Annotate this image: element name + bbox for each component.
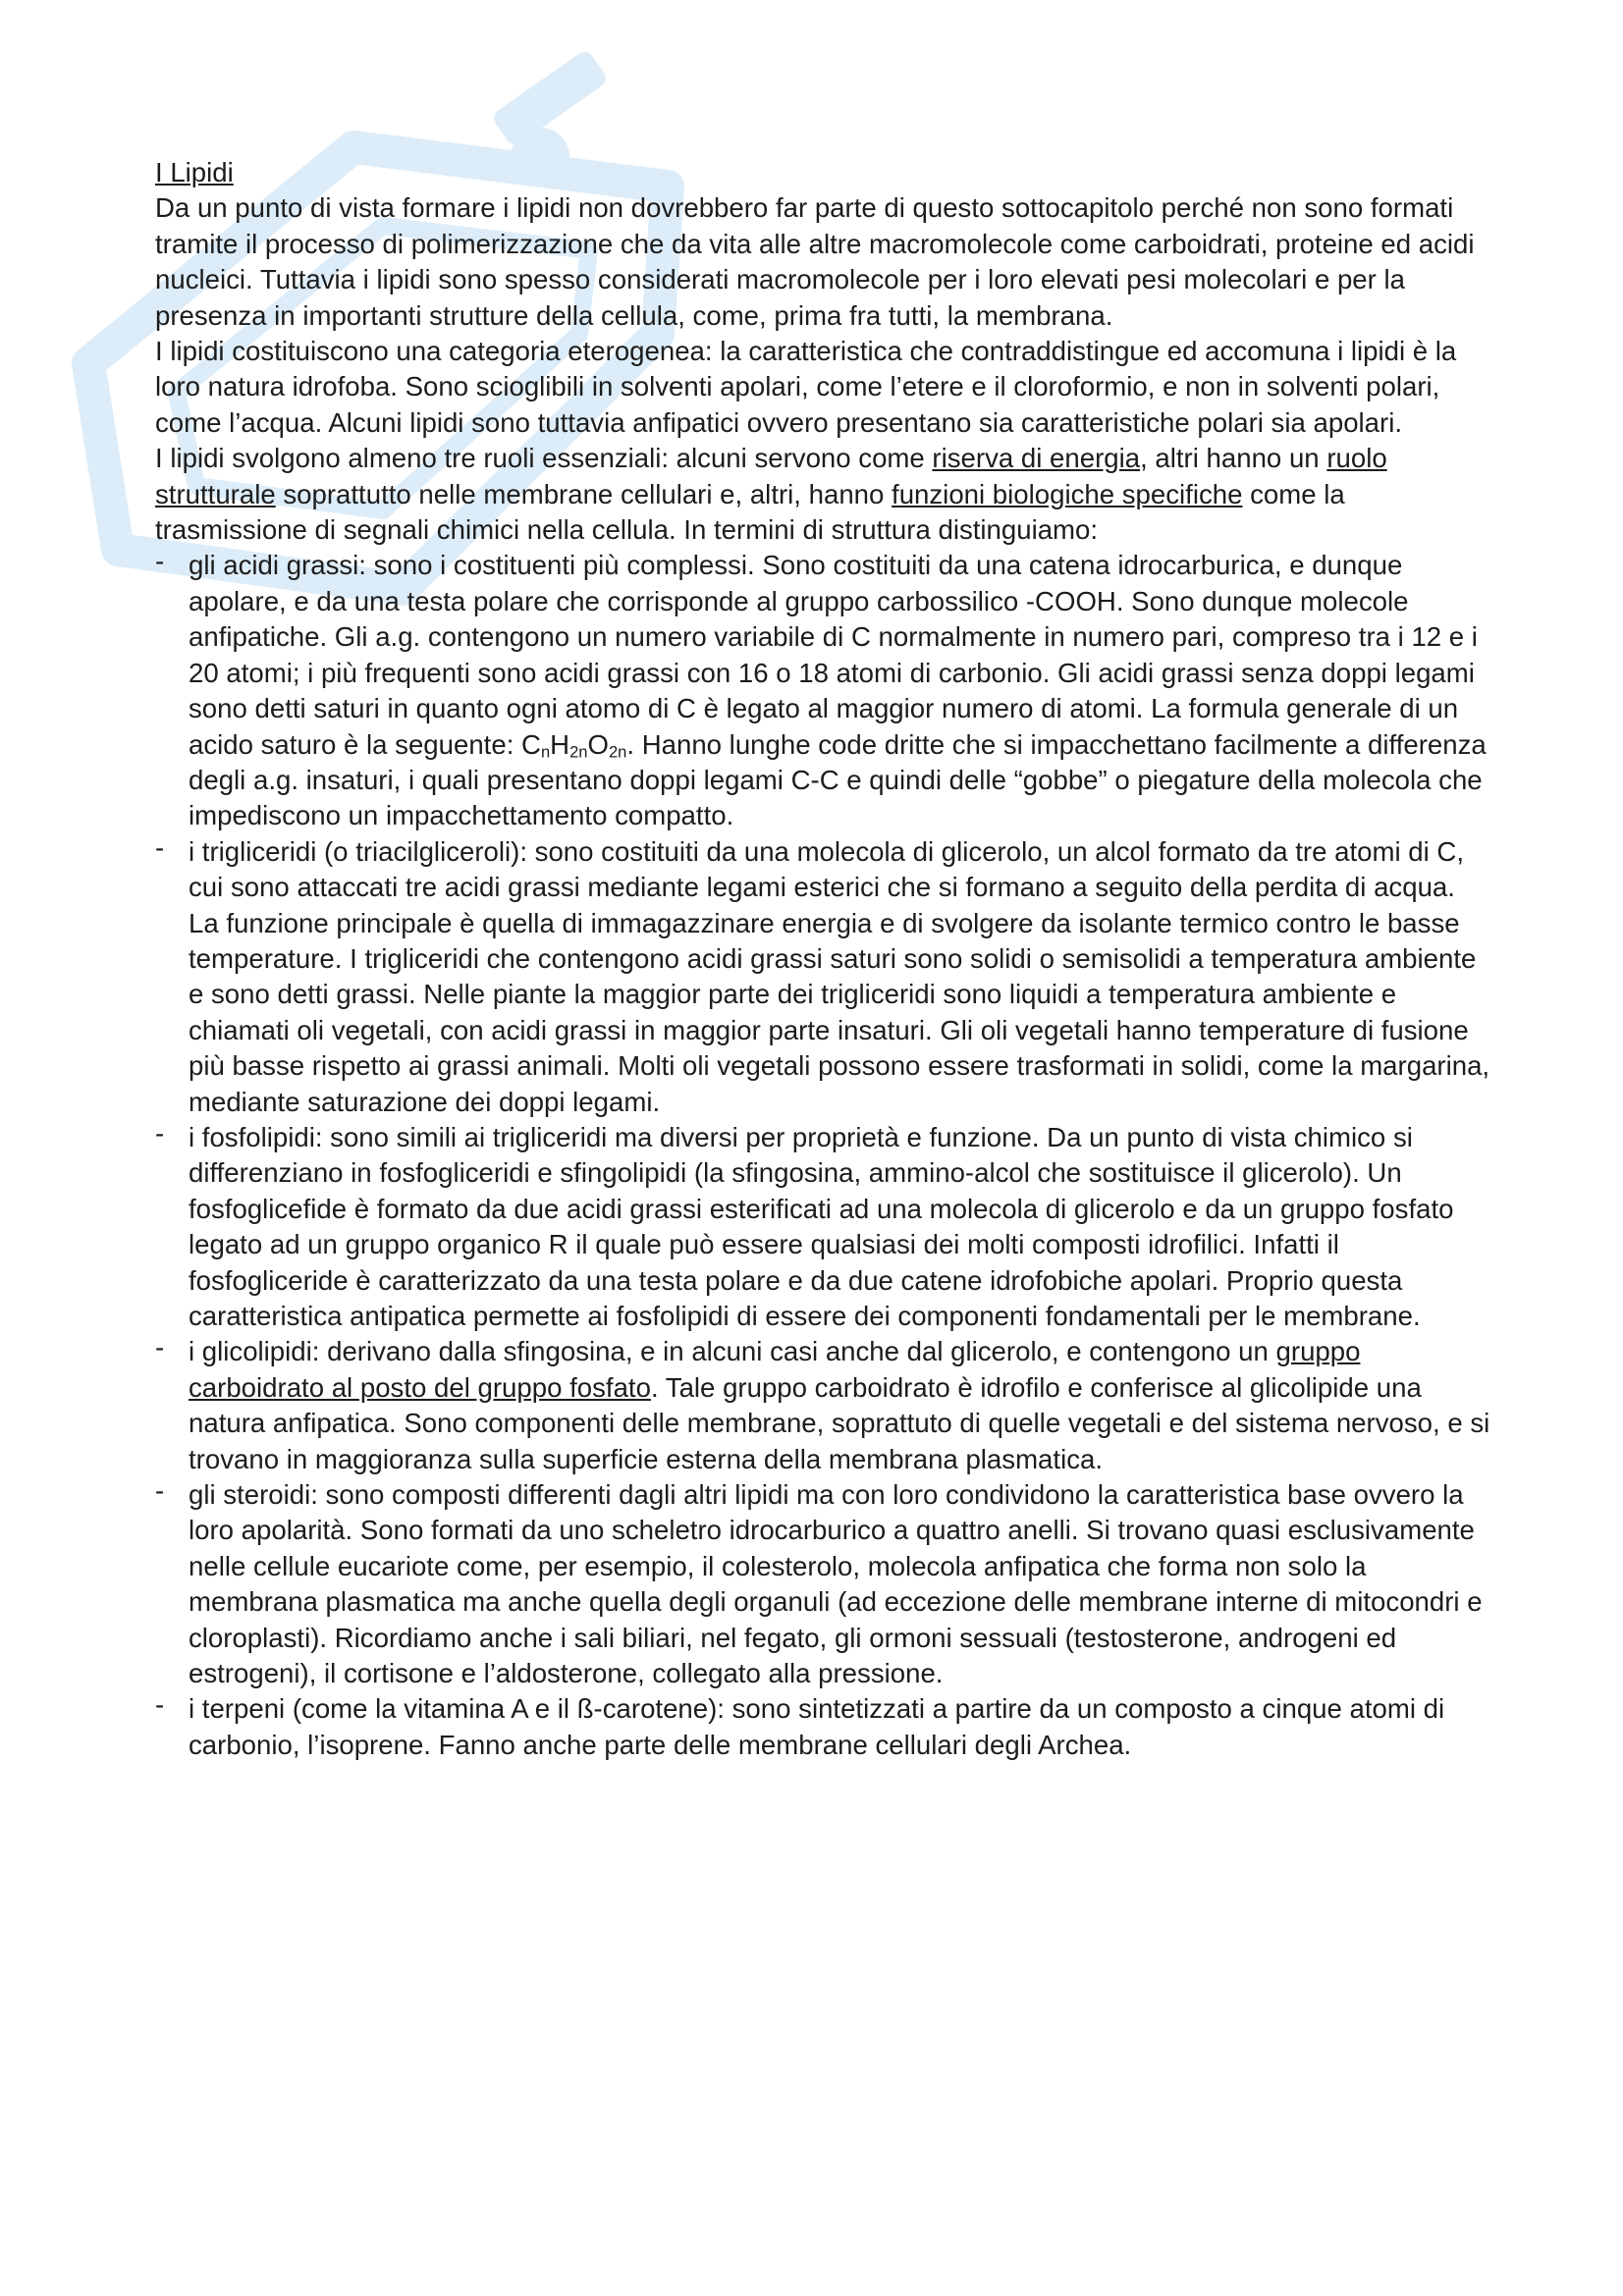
bullet-dash: -	[155, 1117, 165, 1148]
bullet-dash: -	[155, 1332, 165, 1363]
bullet-dash: -	[155, 546, 165, 577]
text-run: , altri hanno un	[1140, 443, 1327, 474]
text-run: i terpeni (come la vitamina A e il ß-carotene): sono sintetizzati a partire da un composto a cinque atomi di carbonio, l’isoprene. Fanno anche parte delle membrane cellulari degli Archea.	[189, 1693, 1445, 1760]
list-item-text	[189, 1479, 1483, 1688]
bullet-dash: -	[155, 1689, 165, 1721]
text-run: i trigliceridi (o triacilgliceroli): sono costituiti da una molecola di glicerolo, un alcol formato da tre atomi di C, cui sono attaccati tre acidi grassi mediante legami esterici che si formano a seguito della perdita di acqua. La funzione principale è quella di immagazzinare energia e di svolgere da isolante termico contro le basse temperature. I trigliceridi che contengono acidi grassi saturi sono solidi o semisolidi a temperatura ambiente e sono detti grassi. Nelle piante la maggior parte dei trigliceridi sono liquidi a temperatura ambiente e chiamati oli vegetali, con acidi grassi in maggior parte insaturi. Gli oli vegetali hanno temperature di fusione più basse rispetto ai grassi animali. Molti oli vegetali possono essere trasformati in solidi, come la margarina, mediante saturazione dei doppi legami.	[189, 835, 1490, 1117]
underlined-text: gruppo carboidrato al posto del gruppo fosfato	[189, 1336, 1361, 1403]
text-run: I lipidi svolgono almeno tre ruoli essenziali: alcuni servono come	[155, 443, 933, 474]
text-run: . Tale gruppo carboidrato è idrofilo e conferisce al glicolipide una natura anfipatica. Sono componenti delle membrane, soprattuto di quelle vegetali e del sistema nervoso, e si trovano in maggioranza sulla superficie esterna della membrana plasmatica.	[189, 1371, 1490, 1474]
text-run: gli acidi grassi: sono i costituenti più complessi. Sono costituiti da una catena idrocarburica, e dunque apolare, e da una testa polare che corrisponde al gruppo carbossilico -COOH. Sono dunque molecole anfipatiche. Gli a.g. contengono un numero variabile di C normalmente in numero pari, compreso tra i 12 e i 20 atomi; i più frequenti sono acidi grassi con 16 o 18 atomi di carbonio. Gli acidi grassi senza doppi legami sono detti saturi in quanto ogni atomo di C è legato al maggior numero di atomi. La formula generale di un acido saturo è la seguente: C	[189, 550, 1478, 760]
list-item	[155, 1477, 1490, 1691]
list-item-text	[189, 1336, 1489, 1473]
underlined-text: ruolo strutturale	[155, 443, 1387, 509]
bullet-dash: -	[155, 831, 165, 863]
document-body	[155, 155, 1490, 1763]
body-paragraph	[155, 190, 1490, 334]
bullet-dash: -	[155, 1475, 165, 1507]
list-item-text	[189, 550, 1487, 830]
underlined-text: funzioni biologiche specifiche	[892, 478, 1243, 509]
body-paragraph	[155, 334, 1490, 441]
list-item	[155, 1691, 1490, 1763]
list-item	[155, 548, 1490, 833]
text-run: Da un punto di vista formare i lipidi non dovrebbero far parte di questo sottocapitolo perché non sono formati tramite il processo di polimerizzazione che da vita alle altre macromolecole come carboidrati, proteine ed acidi nucleici. Tuttavia i lipidi sono spesso considerati macromolecole per i loro elevati pesi molecolari e per la presenza in importanti strutture della cellula, come, prima fra tutti, la membrana.	[155, 192, 1475, 331]
underlined-text: riserva di energia	[932, 443, 1141, 474]
text-run: H	[550, 728, 570, 760]
list-item	[155, 831, 1490, 1120]
text-run: i glicolipidi: derivano dalla sfingosina, e in alcuni casi anche dal glicerolo, e contengono un	[189, 1336, 1276, 1367]
intro-paragraphs	[155, 190, 1490, 548]
list-item-text	[189, 1122, 1453, 1331]
subscript-text: 2n	[608, 741, 627, 761]
page-title: I Lipidi	[155, 157, 234, 187]
subscript-text: n	[540, 741, 551, 761]
text-run: i fosfolipidi: sono simili ai trigliceridi ma diversi per proprietà e funzione. Da un punto di vista chimico si differenziano in fosfogliceridi e sfingolipidi (la sfingosina, ammino-alcol che sostituisce il glicerolo). Un fosfoglicefide è formato da due acidi grassi esterificati ad una molecola di glicerolo e da un gruppo fosfato legato ad un gruppo organico R il quale può essere qualsiasi dei molti composti idrofilici. Infatti il fosfogliceride è caratterizzato da una testa polare e da due catene idrofobiche apolari. Proprio questa caratteristica antipatica permette ai fosfolipidi di essere dei componenti fondamentali per le membrane.	[189, 1121, 1454, 1331]
text-run: gli steroidi: sono composti differenti dagli altri lipidi ma con loro condividono la caratteristica base ovvero la loro apolarità. Sono formati da uno scheletro idrocarburico a quattro anelli. Si trovano quasi esclusivamente nelle cellule eucariote come, per esempio, il colesterolo, molecola anfipatica che forma non solo la membrana plasmatica ma anche quella degli organuli (ad eccezione delle membrane interne di mitocondri e cloroplasti). Ricordiamo anche i sali biliari, nel fegato, gli ormoni sessuali (testosterone, androgeni ed estrogeni), il cortisone e l’aldosterone, collegato alla pressione.	[189, 1479, 1483, 1689]
list-item-text	[189, 836, 1489, 1117]
lipid-type-list	[155, 548, 1490, 1763]
subscript-text: 2n	[569, 741, 588, 761]
text-run: . Hanno lunghe code dritte che si impacchettano facilmente a differenza degli a.g. insaturi, i quali presentano doppi legami C-C e quindi delle “gobbe” o piegature della molecola che impediscono un impacchettamento compatto.	[189, 728, 1487, 831]
text-run: I lipidi costituiscono una categoria eterogenea: la caratteristica che contraddistingue ed accomuna i lipidi è la loro natura idrofoba. Sono scioglibili in solventi apolari, come l’etere e il cloroformio, e non in solventi polari, come l’acqua. Alcuni lipidi sono tuttavia anfipatici ovvero presentano sia caratteristiche polari sia apolari.	[155, 336, 1457, 438]
text-run: come la trasmissione di segnali chimici nella cellula. In termini di struttura distinguiamo:	[155, 478, 1345, 546]
text-run: O	[587, 728, 609, 760]
body-paragraph	[155, 441, 1490, 548]
list-item	[155, 1117, 1490, 1334]
list-item	[155, 1334, 1490, 1477]
list-item-text	[189, 1693, 1444, 1759]
text-run: soprattutto nelle membrane cellulari e, altri, hanno	[275, 478, 893, 509]
